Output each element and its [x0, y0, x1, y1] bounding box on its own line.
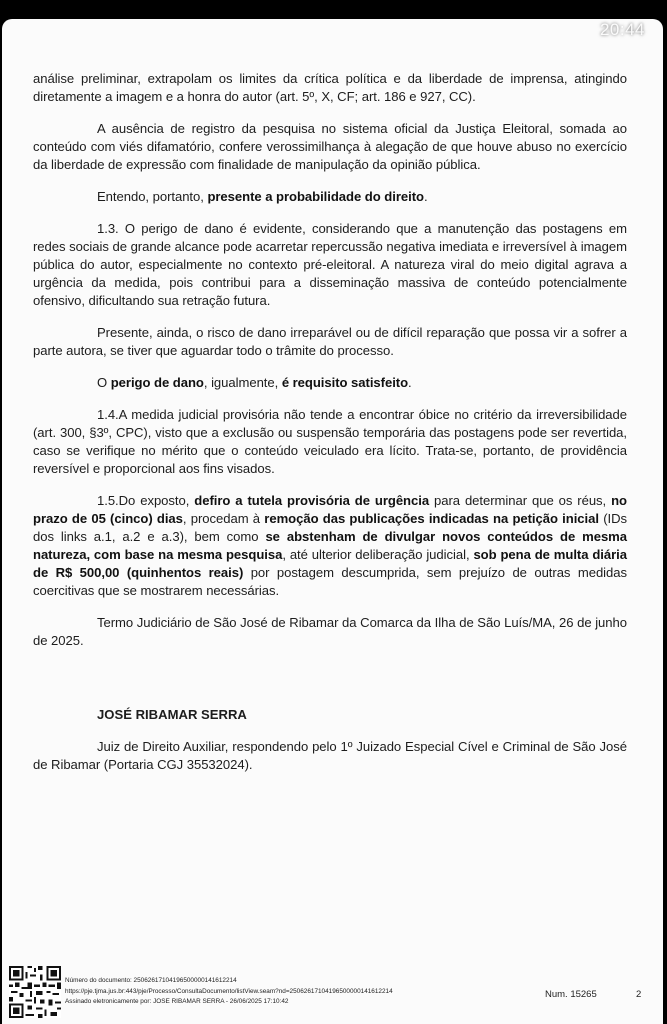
paragraph [33, 324, 627, 360]
text-segment: Entendo, portanto, [97, 189, 208, 204]
text-segment: para determinar que os réus, [429, 493, 612, 508]
page-number-block [545, 989, 641, 1000]
page-label: 2 [636, 989, 642, 1000]
text-segment: , procedam à [182, 511, 265, 526]
paragraph [33, 220, 627, 310]
text-segment: A ausência de registro da pesquisa no sistema oficial da Justiça Eleitoral, somada ao conteúdo com viés difamatório, confere verossimilhança à alegação de que houve abuso no exercício da liberdade de expressão com finalidade de manipulação da opinião pública. [33, 121, 627, 172]
paragraph [33, 70, 627, 106]
text-segment: (IDs dos links a.1, a.2 e a.3), bem como [33, 511, 628, 544]
text-segment: . [423, 189, 428, 204]
paragraph [33, 614, 627, 650]
text-segment: , igualmente, [203, 375, 282, 390]
paragraph [33, 492, 627, 600]
bold-text: se abstenham de divulgar novos conteúdos de mesma natureza, com base na mesma pesquisa [33, 529, 628, 562]
doc-number: Número do documento: 25062617104196500000141612214 [65, 977, 237, 984]
text-segment: 1.5.Do exposto, [97, 493, 195, 508]
text-segment: O [97, 375, 111, 390]
qr-code-icon [9, 966, 61, 1018]
paragraph [33, 120, 627, 174]
paragraph [33, 374, 627, 392]
paragraph [33, 188, 627, 206]
doc-num-label: Num. 15265 [545, 989, 597, 1000]
doc-url[interactable]: https://pje.tjma.jus.br:443/pje/Processo/ConsultaDocumento/listView.seam?nd=25062617104196500000141612214 [65, 987, 393, 995]
text-segment: , até ulterior deliberação judicial, [282, 547, 474, 562]
bold-text: é requisito satisfeito [281, 375, 409, 390]
bold-text: presente a probabilidade do direito [207, 189, 424, 204]
text-segment: Termo Judiciário de São José de Ribamar da Comarca da Ilha de São Luís/MA, 26 de junho de 2025. [33, 615, 627, 648]
document-page [2, 19, 663, 1024]
text-segment: Presente, ainda, o risco de dano irreparável ou de difícil reparação que possa vir a sofrer a parte autora, se tiver que aguardar todo o trâmite do processo. [33, 325, 627, 358]
document-footer [7, 963, 663, 1023]
signer-role: Juiz de Direito Auxiliar, respondendo pelo 1º Juizado Especial Cível e Criminal de São José de Ribamar (Portaria CGJ 35532024). [33, 739, 627, 772]
bold-text: no prazo de 05 (cinco) dias [33, 493, 627, 526]
text-segment: 1.4.A medida judicial provisória não tende a encontrar óbice no critério da irreversibilidade (art. 300, §3º, CPC), visto que a exclusão ou suspensão temporária das postagens pode ser revertida, caso se verifique no mérito que o conteúdo veiculado era lícito. Trata-se, portanto, de providência reversível e proporcional aos fins visados. [33, 407, 627, 476]
paragraph-list [33, 70, 627, 650]
text-segment: 1.3. O perigo de dano é evidente, considerando que a manutenção das postagens em redes sociais de grande alcance pode acarretar repercussão negativa imediata e irreversível à imagem pública do autor, especialmente no contexto pré-eleitoral. A natureza viral do meio digital agrava a urgência da medida, pois contribui para a disseminação massiva de conteúdo potencialmente ofensivo, dificultando sua retração futura. [33, 221, 627, 308]
paragraph [33, 406, 627, 478]
status-bar-time: 20:44 [599, 20, 645, 39]
signed-by: Assinado eletronicamente por: JOSE RIBAMAR SERRA - 26/06/2025 17:10:42 [65, 998, 289, 1005]
text-segment: . [408, 375, 412, 390]
text-segment: por postagem descumprida, sem prejuízo de outras medidas coercitivas que se mostrarem necessárias. [33, 565, 627, 598]
bold-text: defiro a tutela provisória de urgência [194, 493, 430, 508]
signer-name: JOSÉ RIBAMAR SERRA [97, 707, 247, 722]
document-body [33, 70, 627, 774]
bold-text: sob pena de multa diária de R$ 500,00 (quinhentos reais) [33, 547, 627, 580]
text-segment: análise preliminar, extrapolam os limites da crítica política e da liberdade de imprensa, atingindo diretamente a imagem e a honra do autor (art. 5º, X, CF; art. 186 e 927, CC). [33, 71, 627, 104]
bold-text: remoção das publicações indicadas na petição inicial [264, 511, 599, 526]
footer-metadata [65, 976, 393, 1008]
bold-text: perigo de dano [110, 375, 204, 390]
